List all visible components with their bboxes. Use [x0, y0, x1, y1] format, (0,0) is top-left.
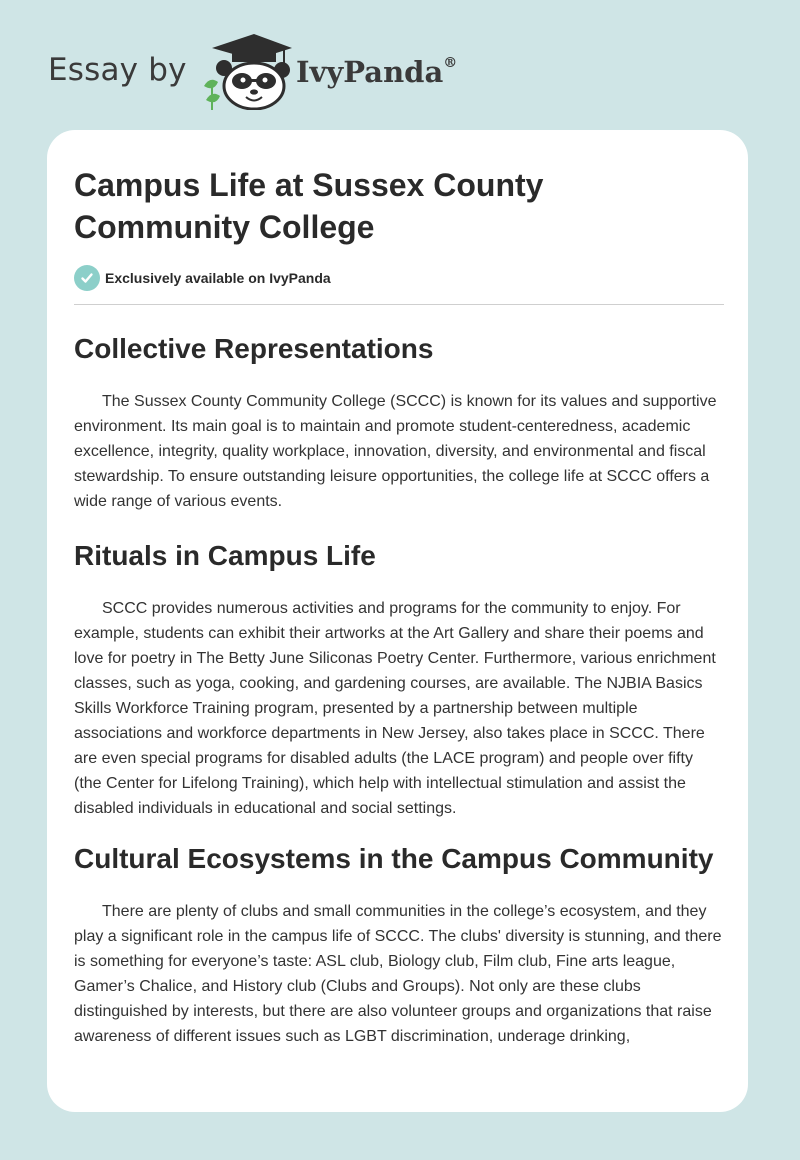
divider [74, 304, 724, 305]
brand-name: IvyPanda® [296, 55, 458, 89]
section-paragraph-cultural-ecosystems: There are plenty of clubs and small communities in the college’s ecosystem, and they play a significant role in the campus life of SCCC. The clubs' diversity is stunning, and there is something for everyone’s taste: ASL club, Biology club, Film club, Fine arts league, Gamer’s Chalice, and History club (Clubs and Groups). Not only are these clubs distinguished by interests, but there are also volunteer groups and organizations that raise awareness of different issues such as LGBT discrimination, underage drinking, [74, 903, 722, 1045]
section-paragraph-rituals: SCCC provides numerous activities and programs for the community to enjoy. For example, students can exhibit their artworks at the Art Gallery and share their poems and love for poetry in The Betty June Siliconas Poetry Center. Furthermore, various enrichment classes, such as yoga, cooking, and gardening courses, are available. The NJBIA Basics Skills Workforce Training program, presented by a partnership between multiple associations and workforce departments in New Jersey, also takes place in SCCC. There are even special programs for disabled adults (the LACE program) and people over fifty (the Center for Lifelong Training), which help with intellectual stimulation and assist the disabled individuals in educational and social settings. [74, 600, 716, 817]
exclusive-badge [74, 264, 724, 292]
essay-card [47, 130, 748, 1112]
section-paragraph-collective-representations: The Sussex County Community College (SCCC) is known for its values and supportive environment. Its main goal is to maintain and promote student-centeredness, academic excellence, integrity, quality workplace, innovation, diversity, and environmental and fiscal stewardship. To ensure outstanding leisure opportunities, the college life at SCCC offers a wide range of various events. [74, 393, 717, 510]
check-icon [74, 265, 100, 291]
section-heading-collective-representations: Collective Representations [74, 333, 434, 364]
exclusive-label: Exclusively available on IvyPanda [105, 270, 331, 286]
section-heading-cultural-ecosystems: Cultural Ecosystems in the Campus Community [74, 843, 714, 874]
registered-mark: ® [443, 55, 458, 72]
panda-logo-icon [200, 30, 292, 110]
section-heading-rituals: Rituals in Campus Life [74, 540, 376, 571]
site-header [48, 30, 608, 110]
essay-by-label: Essay by [48, 52, 187, 88]
page-title: Campus Life at Sussex County Community College [74, 167, 544, 245]
